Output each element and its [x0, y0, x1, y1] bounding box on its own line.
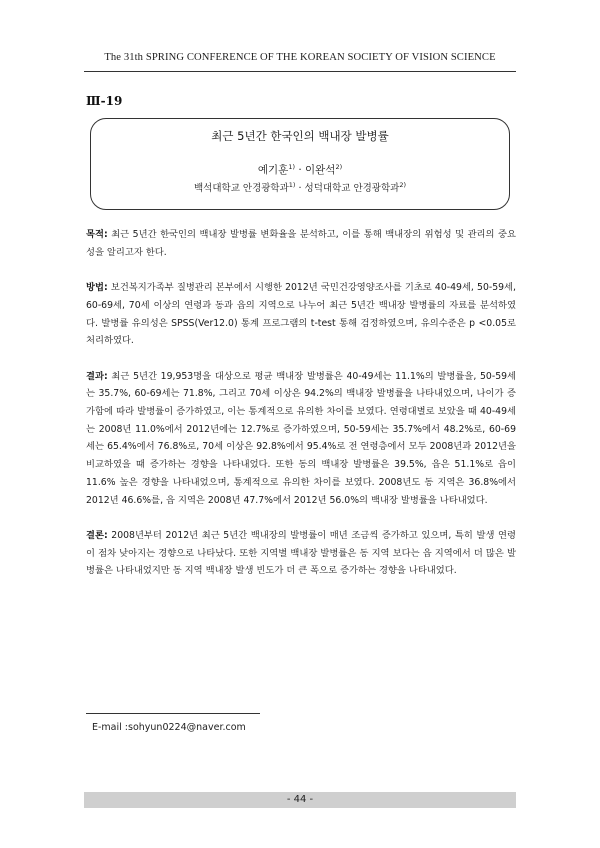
results-label: 결과:	[86, 370, 108, 382]
header-rule	[84, 71, 516, 72]
paper-title: 최근 5년간 한국인의 백내장 발병률	[211, 129, 389, 143]
affiliation-separator: ·	[298, 183, 302, 194]
footnote-email: E-mail :sohyun0224@naver.com	[92, 722, 246, 733]
purpose-label: 목적:	[86, 229, 108, 240]
author-separator: ·	[298, 164, 302, 176]
conclusion-label: 결론:	[86, 529, 108, 541]
section-id: Ⅲ-19	[86, 94, 123, 108]
authors	[91, 162, 509, 177]
abstract-body	[86, 226, 516, 598]
author-1-name: 예기훈	[257, 164, 289, 176]
conclusion-text: 2008년부터 2012년 최근 5년간 백내장의 발병률이 매년 조금씩 증가하고 있으며, 특히 발생 연령이 점차 낮아지는 경향으로 나타났다. 또한 지역별 백내장 발병률은 동 지역 보다는 읍 지역에서 더 많은 발병률은 나타내었지만 동 지역 백내장 발생 빈도가 더 큰 폭으로 증가하는 경향을 나타내었다.	[86, 529, 516, 577]
purpose-paragraph	[86, 226, 516, 261]
methods-paragraph	[86, 279, 516, 350]
results-paragraph	[86, 368, 516, 510]
title-box	[90, 118, 510, 210]
author-2-name: 이완석	[305, 164, 336, 176]
purpose-text: 최근 5년간 한국인의 백내장 발병률 변화율을 분석하고, 이를 통해 백내장의 위험성 및 관리의 중요성을 알리고자 한다.	[86, 229, 516, 258]
author-2-mark: 2)	[335, 163, 343, 171]
conference-header: The 31th SPRING CONFERENCE OF THE KOREAN SOCIETY OF VISION SCIENCE	[104, 52, 496, 63]
conclusion-paragraph	[86, 527, 516, 580]
affiliation-2-name: 성덕대학교 안경광학과	[304, 183, 400, 194]
page-number: - 44 -	[84, 792, 516, 808]
methods-label: 방법:	[86, 282, 108, 294]
affiliation-1-name: 백석대학교 안경광학과	[193, 183, 289, 194]
footnote-rule	[86, 713, 260, 714]
author-1-mark: 1)	[288, 163, 295, 171]
results-text: 최근 5년간 19,953명을 대상으로 평균 백내장 발병률은 40-49세는 11.1%의 발병률을, 50-59세는 35.7%, 60-69세는 71.8%, 그리고 70세 이상은 94.2%의 백내장 발병률을 나타내었으며, 나이가 증가함에 따라 발병률이 증가하였고, 이는 통계적으로 유의한 차이를 보였다. 연령대별로 보았을 때 40-49세는 2008년 11.0%에서 2012년에는 12.7%로 증가하였으며, 50-59세는 35.7%에서 48.2%로, 60-69세는 65.4%에서 76.8%로, 70세 이상은 92.8%에서 95.4%로 전 연령층에서 모두 2008년과 2012년을 비교하였을 때 증가하는 경향을 나타내었다. 또한 동의 백내장 발병률은 39.5%, 읍은 51.1%로 읍이 11.6% 높은 경향을 나타내었으며, 통계적으로 유의한 차이를 보였다. 2008년도 동 지역은 36.8%에서 2012년 46.6%를, 읍 지역은 2008년 47.7%에서 2012년 56.0%의 백내장 발병률을 나타내었다.	[86, 370, 516, 506]
affiliation-2-mark: 2)	[399, 181, 407, 189]
methods-text: 보건복지가족부 질병관리 본부에서 시행한 2012년 국민건강영양조사를 기초로 40-49세, 50-59세, 60-69세, 70세 이상의 연령과 동과 읍의 지역으로 나누어 최근 5년간 백내장 발병률의 자료를 분석하였다. 발병률 유의성은 SPSS(Ver12.0) 통계 프로그램의 t-test 통해 검정하였으며, 유의수준은 p <0.05로 처리하였다.	[86, 282, 516, 347]
affiliation-1-mark: 1)	[288, 181, 296, 189]
affiliations	[91, 180, 509, 194]
